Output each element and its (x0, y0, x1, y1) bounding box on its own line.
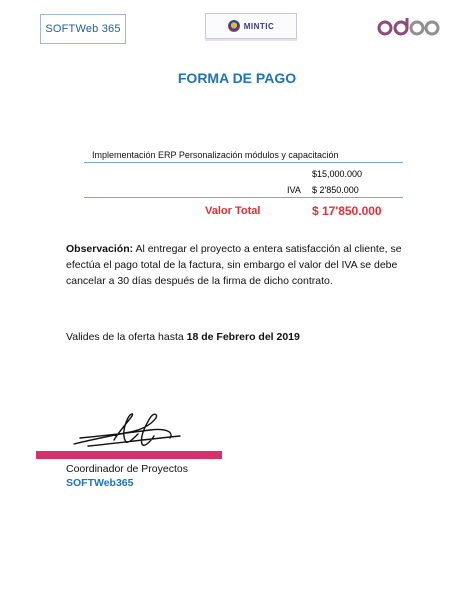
mintic-logo (205, 13, 297, 39)
subtotal-amount: $15,000.000 (312, 169, 363, 179)
iva-label: IVA (287, 185, 301, 195)
observation-text: Al entregar el proyecto a entera satisfacción al cliente, se efectúa el pago total de la factura, sin embargo el valor del IVA se debe cancelar a 30 días después de la firma de dicho contrato. (66, 243, 402, 287)
odoo-logo (376, 14, 440, 38)
mintic-logo-text: MINTIC (243, 21, 275, 31)
validity-prefix: Valides de la oferta hasta (66, 331, 187, 343)
signer-company: SOFTWeb365 (66, 477, 134, 489)
validity-date: 18 de Febrero del 2019 (186, 331, 300, 343)
total-amount: $ 17'850.000 (312, 204, 382, 218)
table-rule-top (84, 162, 403, 163)
page-title: FORMA DE PAGO (177, 70, 297, 86)
redaction-bar (36, 451, 222, 459)
softweb365-logo-text: SOFTWeb 365 (45, 23, 121, 35)
signer-role: Coordinador de Proyectos (66, 463, 188, 475)
handwritten-signature (70, 406, 190, 452)
table-rule-bottom (84, 197, 403, 198)
observation-label: Observación: (66, 243, 134, 255)
total-label: Valor Total (205, 205, 261, 217)
mintic-seal-icon (228, 20, 240, 32)
item-description: Implementación ERP Personalización módulos y capacitación (92, 150, 339, 160)
softweb365-logo (40, 14, 126, 44)
mintic-underline (205, 39, 297, 41)
observation-paragraph (66, 241, 416, 289)
iva-amount: $ 2'850.000 (312, 185, 359, 195)
validity-line (66, 331, 300, 343)
